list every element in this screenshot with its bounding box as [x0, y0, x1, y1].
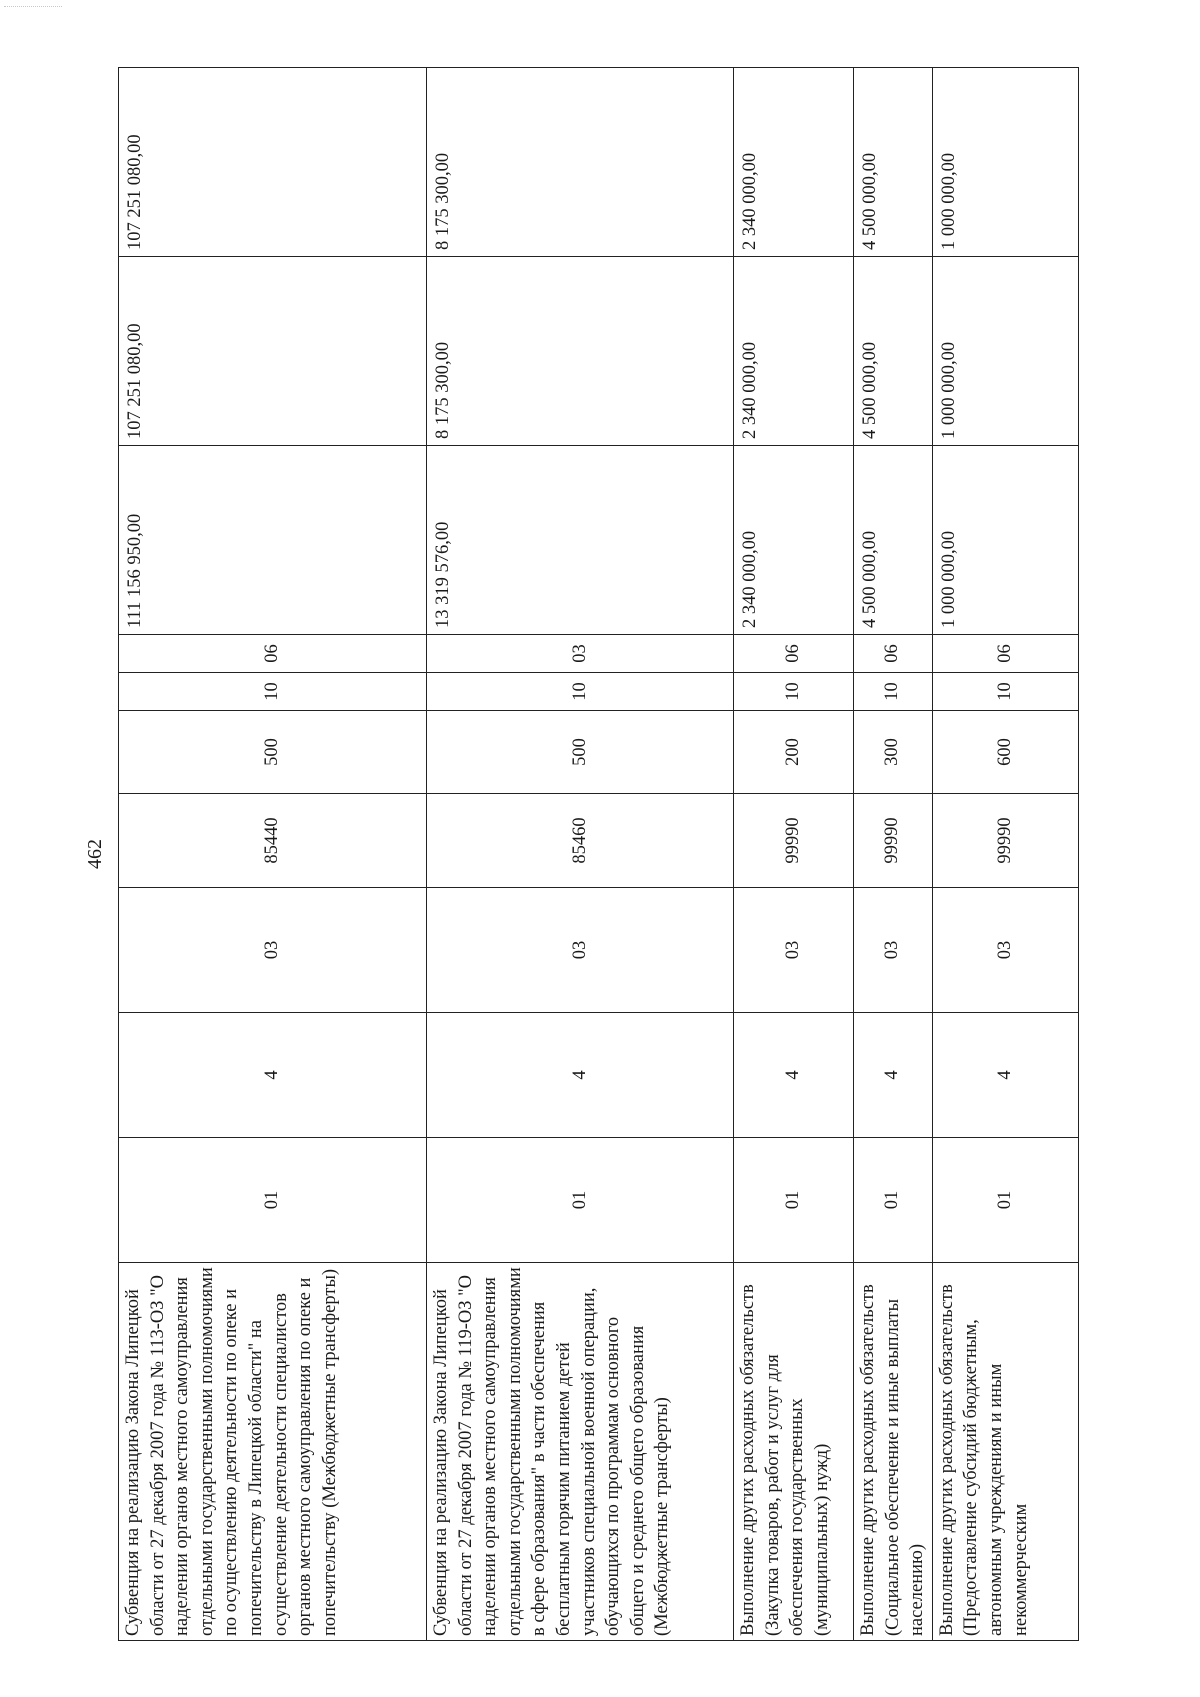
table-row	[119, 68, 427, 1641]
sum-year-3: 8 175 300,00	[427, 68, 734, 257]
sum-year-3: 4 500 000,00	[854, 68, 933, 257]
direction-code: 85440	[119, 794, 427, 888]
subsection-code: 06	[854, 635, 933, 673]
sum-year-3: 1 000 000,00	[932, 68, 1078, 257]
sum-year-3: 2 340 000,00	[734, 68, 854, 257]
row-description: Субвенция на реализацию Закона Липецкой области от 27 декабря 2007 года № 113-ОЗ "О наделении органов местного самоуправления отдельными государственными полномочиями по осуществлению деятельности по опеке и попечительству в Липецкой области" на осуществление деятельности специалистов органов местного самоуправления по опеке и попечительству (Межбюджетные трансферты)	[119, 1263, 427, 1641]
program-code: 4	[734, 1013, 854, 1138]
sum-year-2: 107 251 080,00	[119, 257, 427, 446]
row-description: Выполнение других расходных обязательств (Предоставление субсидий бюджетным, автономным учреждениям и иным некоммерческим	[932, 1263, 1078, 1641]
row-description: Выполнение других расходных обязательств (Социальное обеспечение и иные выплаты населению)	[854, 1263, 933, 1641]
sum-year-1: 4 500 000,00	[854, 446, 933, 635]
section-code: 10	[932, 673, 1078, 711]
subsection-code: 06	[734, 635, 854, 673]
page-number: 462	[84, 839, 106, 869]
direction-code: 99990	[854, 794, 933, 888]
sum-year-1: 1 000 000,00	[932, 446, 1078, 635]
ministry-code: 01	[427, 1138, 734, 1263]
subsection-code: 06	[119, 635, 427, 673]
expense-type-code: 300	[854, 711, 933, 794]
expense-type-code: 200	[734, 711, 854, 794]
subprogram-code: 03	[734, 888, 854, 1013]
subprogram-code: 03	[119, 888, 427, 1013]
section-code: 10	[854, 673, 933, 711]
subprogram-code: 03	[427, 888, 734, 1013]
subprogram-code: 03	[932, 888, 1078, 1013]
sum-year-3: 107 251 080,00	[119, 68, 427, 257]
expense-type-code: 600	[932, 711, 1078, 794]
program-code: 4	[932, 1013, 1078, 1138]
expense-type-code: 500	[427, 711, 734, 794]
ministry-code: 01	[734, 1138, 854, 1263]
expense-type-code: 500	[119, 711, 427, 794]
sum-year-2: 1 000 000,00	[932, 257, 1078, 446]
row-description: Выполнение других расходных обязательств (Закупка товаров, работ и услуг для обеспечения государственных (муниципальных) нужд)	[734, 1263, 854, 1641]
table-row	[932, 68, 1078, 1641]
ministry-code: 01	[119, 1138, 427, 1263]
budget-table-rotated	[118, 68, 1077, 1641]
program-code: 4	[427, 1013, 734, 1138]
program-code: 4	[119, 1013, 427, 1138]
program-code: 4	[854, 1013, 933, 1138]
row-description: Субвенция на реализацию Закона Липецкой области от 27 декабря 2007 года № 119-ОЗ "О наделении органов местного самоуправления отдельными государственными полномочиями в сфере образования" в части обеспечения бесплатным горячим питанием детей участников специальной военной операции, обучающихся по программам основного общего и среднего общего образования (Межбюджетные трансферты)	[427, 1263, 734, 1641]
subsection-code: 06	[932, 635, 1078, 673]
sum-year-2: 8 175 300,00	[427, 257, 734, 446]
sum-year-1: 111 156 950,00	[119, 446, 427, 635]
sum-year-2: 2 340 000,00	[734, 257, 854, 446]
section-code: 10	[734, 673, 854, 711]
direction-code: 85460	[427, 794, 734, 888]
scan-artifact	[4, 6, 62, 8]
ministry-code: 01	[854, 1138, 933, 1263]
subprogram-code: 03	[854, 888, 933, 1013]
table-row	[734, 68, 854, 1641]
subsection-code: 03	[427, 635, 734, 673]
direction-code: 99990	[932, 794, 1078, 888]
budget-table	[118, 67, 1079, 1641]
sum-year-1: 2 340 000,00	[734, 446, 854, 635]
table-row	[427, 68, 734, 1641]
sum-year-2: 4 500 000,00	[854, 257, 933, 446]
section-code: 10	[119, 673, 427, 711]
direction-code: 99990	[734, 794, 854, 888]
table-row	[854, 68, 933, 1641]
section-code: 10	[427, 673, 734, 711]
sum-year-1: 13 319 576,00	[427, 446, 734, 635]
ministry-code: 01	[932, 1138, 1078, 1263]
